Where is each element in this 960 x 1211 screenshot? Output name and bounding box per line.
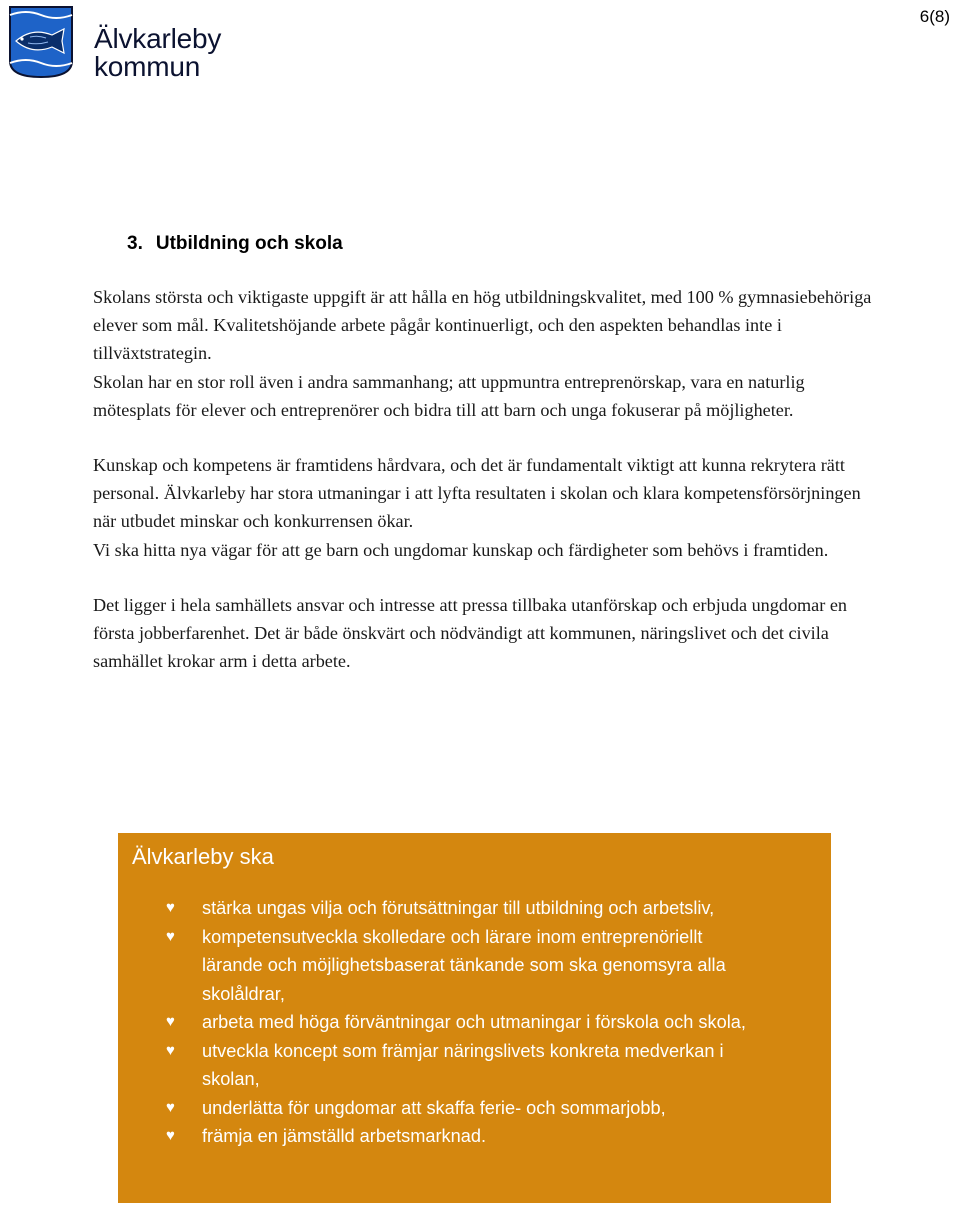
list-item: [166, 1037, 766, 1094]
list-item: [166, 1094, 766, 1123]
heart-bullet-icon: ♥: [166, 1013, 175, 1030]
paragraph: Vi ska hitta nya vägar för att ge barn och ungdomar kunskap och färdigheter som behövs i framtiden.: [93, 539, 829, 560]
heart-bullet-icon: ♥: [166, 1041, 175, 1059]
goals-list: [166, 894, 766, 1151]
section-title: Utbildning och skola: [155, 233, 343, 254]
section-number: 3.: [127, 233, 143, 254]
coat-of-arms-icon: [8, 5, 74, 79]
paragraph: Kunskap och kompetens är framtidens hårdvara, och det är fundamentalt viktigt att kunna rekrytera rätt personal. Älvkarleby har stora utmaningar i att lyfta resultaten i skolan och klara kompetensförsörjningen när utbudet minskar och konkurrensen ökar.: [93, 455, 861, 532]
municipality-logo: [8, 5, 221, 81]
paragraph: Det ligger i hela samhällets ansvar och intresse att pressa tillbaka utanförskap och erbjuda ungdomar en första jobberfarenhet. Det är både önskvärt och nödvändigt att kommunen, näringslivet och det civila samhället krokar arm i detta arbete.: [93, 594, 848, 672]
body-text: [93, 283, 873, 675]
heart-bullet-icon: ♥: [166, 1127, 175, 1144]
list-item-text: främja en jämställd arbetsmarknad.: [202, 1126, 487, 1146]
municipality-name: [94, 25, 221, 81]
list-item-text: underlätta för ungdomar att skaffa ferie- och sommarjobb,: [202, 1097, 666, 1118]
page-number: 6(8): [919, 7, 950, 26]
list-item: [166, 894, 766, 923]
heart-bullet-icon: ♥: [166, 1098, 175, 1116]
goals-box: [118, 833, 831, 1203]
list-item: [166, 923, 766, 1009]
list-item: [166, 1008, 766, 1037]
list-item-text: kompetensutveckla skolledare och lärare inom entreprenöriellt lärande och möjlighetsbaserat tänkande som ska genomsyra alla skolåldrar,: [202, 926, 726, 1004]
list-item-text: arbeta med höga förväntningar och utmaningar i förskola och skola,: [202, 1012, 746, 1032]
list-item-text: stärka ungas vilja och förutsättningar till utbildning och arbetsliv,: [202, 898, 715, 918]
heart-bullet-icon: ♥: [166, 927, 175, 945]
list-item: [166, 1122, 766, 1151]
section-heading: [127, 233, 343, 255]
logo-line-1: Älvkarleby: [94, 23, 222, 54]
paragraph: Skolans största och viktigaste uppgift är att hålla en hög utbildningskvalitet, med 100 % gymnasiebehöriga elever som mål. Kvalitetshöjande arbete pågår kontinuerligt, och den aspekten behandlas inte i tillväxtstrategin.: [93, 287, 872, 364]
goals-box-title: Älvkarleby ska: [132, 844, 274, 869]
list-item-text: utveckla koncept som främjar näringslivets konkreta medverkan i skolan,: [202, 1040, 724, 1089]
paragraph: Skolan har en stor roll även i andra sammanhang; att uppmuntra entreprenörskap, vara en naturlig mötesplats för elever och entreprenörer och bidra till att barn och unga fokuserar på möjligheter.: [93, 371, 805, 420]
heart-bullet-icon: ♥: [166, 899, 175, 916]
logo-line-2: kommun: [94, 51, 201, 82]
